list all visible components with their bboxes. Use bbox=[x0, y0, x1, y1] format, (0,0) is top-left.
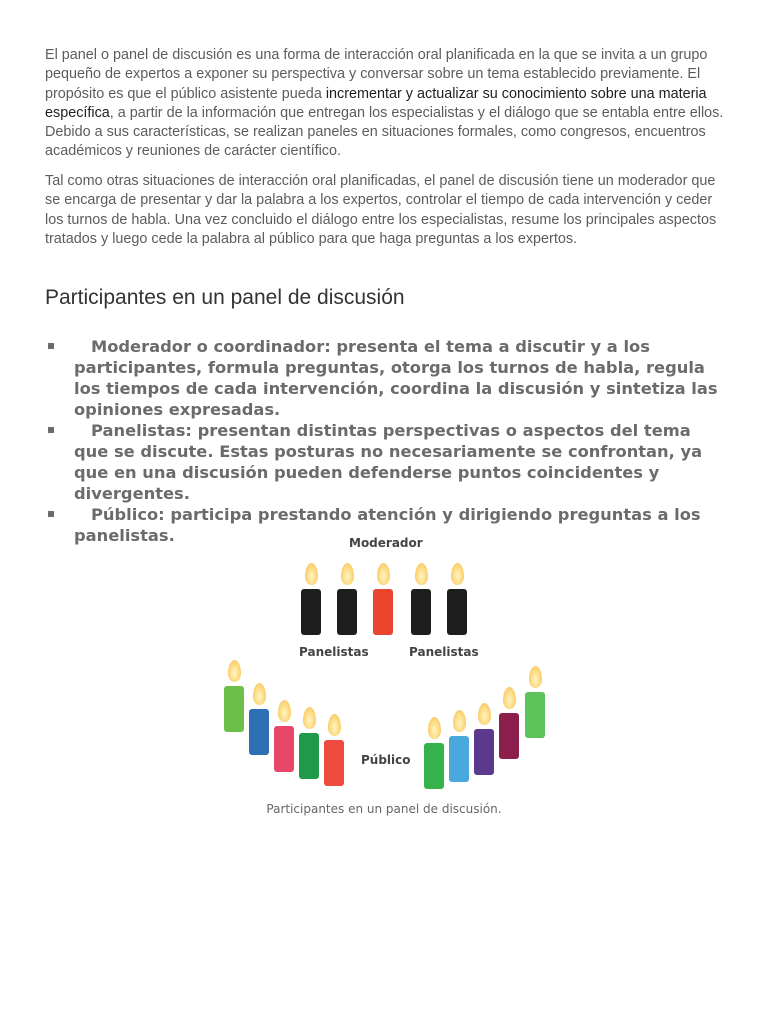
candle-body bbox=[224, 686, 244, 732]
flame-icon bbox=[453, 710, 466, 732]
list-item: Moderador o coordinador: presenta el tema a discutir y a los participantes, formula preguntas, otorga los turnos de habla, regula los tiempos de cada intervención, coordina la discusión y sintetiza las opiniones expresadas. bbox=[45, 336, 725, 420]
candle-body bbox=[424, 743, 444, 789]
panelist-candle bbox=[411, 563, 431, 635]
moderator-candle bbox=[373, 563, 393, 635]
audience-candle bbox=[249, 683, 269, 755]
moderator-label: Moderador bbox=[349, 536, 423, 550]
candle-body bbox=[499, 713, 519, 759]
candle-body bbox=[249, 709, 269, 755]
audience-candle bbox=[499, 687, 519, 759]
audience-candle bbox=[324, 714, 344, 786]
panel-diagram bbox=[215, 530, 555, 795]
panelist-candle bbox=[301, 563, 321, 635]
flame-icon bbox=[428, 717, 441, 739]
audience-candle bbox=[474, 703, 494, 775]
candle-body bbox=[301, 589, 321, 635]
panelist-candle bbox=[337, 563, 357, 635]
panelists-left-label: Panelistas bbox=[299, 645, 369, 659]
candle-body bbox=[474, 729, 494, 775]
intro-paragraph-2: Tal como otras situaciones de interacción oral planificadas, el panel de discusión tiene un moderador que se encarga de presentar y dar la palabra a los expertos, controlar el tiempo de cada intervención y ceder los turnos de habla. Una vez concluido el diálogo entre los especialistas, resume los principales aspectos tratados y luego cede la palabra al público para que haga preguntas a los expertos. bbox=[45, 173, 717, 247]
bullet-icon bbox=[48, 427, 54, 433]
flame-icon bbox=[478, 703, 491, 725]
public-label: Público bbox=[361, 753, 411, 767]
flame-icon bbox=[278, 700, 291, 722]
list-item: Panelistas: presentan distintas perspectivas o aspectos del tema que se discute. Estas posturas no necesariamente se confrontan, ya que en una discusión pueden defenderse puntos coincidentes y divergentes. bbox=[45, 420, 725, 504]
bullet-icon bbox=[48, 343, 54, 349]
flame-icon bbox=[377, 563, 390, 585]
candle-body bbox=[324, 740, 344, 786]
flame-icon bbox=[228, 660, 241, 682]
candle-body bbox=[337, 589, 357, 635]
flame-icon bbox=[328, 714, 341, 736]
candle-body bbox=[411, 589, 431, 635]
flame-icon bbox=[303, 707, 316, 729]
highlighted-phrase: incrementar y actualizar su conocimiento sobre una materia específica bbox=[45, 85, 707, 121]
flame-icon bbox=[253, 683, 266, 705]
candle-body bbox=[449, 736, 469, 782]
flame-icon bbox=[503, 687, 516, 709]
audience-candle bbox=[525, 666, 545, 738]
flame-icon bbox=[305, 563, 318, 585]
candle-body bbox=[299, 733, 319, 779]
flame-icon bbox=[451, 563, 464, 585]
figure-caption: Participantes en un panel de discusión. bbox=[266, 802, 502, 816]
bullet-icon bbox=[48, 511, 54, 517]
flame-icon bbox=[341, 563, 354, 585]
audience-candle bbox=[274, 700, 294, 772]
candle-body bbox=[373, 589, 393, 635]
audience-candle bbox=[424, 717, 444, 789]
candle-body bbox=[525, 692, 545, 738]
panelists-right-label: Panelistas bbox=[409, 645, 479, 659]
intro-paragraph-1: El panel o panel de discusión es una forma de interacción oral planificada en la que se invita a un grupo pequeño de expertos a exponer su perspectiva y conversar sobre un tema establecido previamente. El propósito es que el público asistente pueda incrementar y actualizar su conocimiento sobre una materia específica, a partir de la información que entregan los especialistas y el diálogo que se entabla entre ellos. Debido a sus características, se realizan paneles en situaciones formales, como congresos, encuentros académicos y reuniones de carácter científico. bbox=[45, 47, 724, 160]
participants-list bbox=[45, 336, 725, 546]
flame-icon bbox=[415, 563, 428, 585]
section-heading: Participantes en un panel de discusión bbox=[45, 286, 405, 309]
candle-body bbox=[447, 589, 467, 635]
flame-icon bbox=[529, 666, 542, 688]
audience-candle bbox=[224, 660, 244, 732]
audience-candle bbox=[449, 710, 469, 782]
candle-body bbox=[274, 726, 294, 772]
list-item: Público: participa prestando atención y dirigiendo preguntas a los panelistas. bbox=[45, 504, 725, 546]
audience-candle bbox=[299, 707, 319, 779]
panelist-candle bbox=[447, 563, 467, 635]
